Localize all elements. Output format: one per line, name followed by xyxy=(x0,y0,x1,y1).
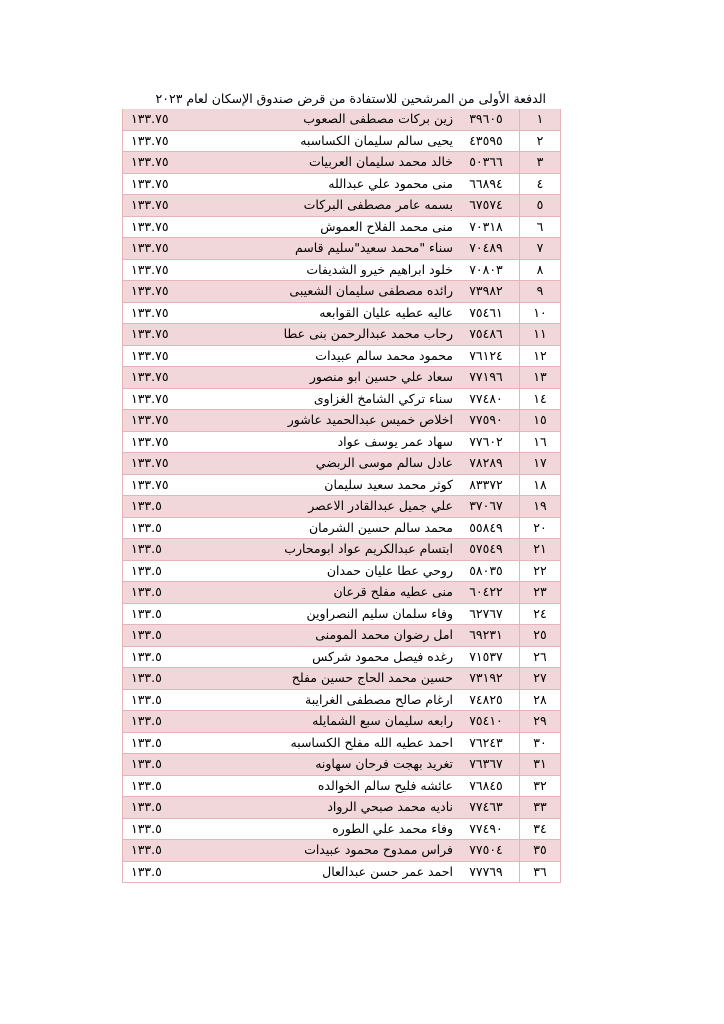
applicant-name-cell: رغده فيصل محمود شركس xyxy=(255,646,457,668)
applicant-name-cell: ناديه محمد صبحي الرواد xyxy=(255,797,457,819)
application-id-cell: ٧٦٨٤٥ xyxy=(457,775,520,797)
row-number-cell: ٢١ xyxy=(520,539,561,561)
application-id-cell: ٧٧٦٠٢ xyxy=(457,431,520,453)
application-id-cell: ٧٥٤٨٦ xyxy=(457,324,520,346)
row-number-cell: ٢٠ xyxy=(520,517,561,539)
application-id-cell: ٧٧٤٨٠ xyxy=(457,388,520,410)
applicant-name-cell: علي جميل عبدالقادر الاعصر xyxy=(255,496,457,518)
application-id-cell: ٧٤٨٢٥ xyxy=(457,689,520,711)
row-number-cell: ٢٣ xyxy=(520,582,561,604)
row-number-cell: ٩ xyxy=(520,281,561,303)
row-number-cell: ٣٤ xyxy=(520,818,561,840)
amount-cell: ١٣٣.٧٥ xyxy=(123,431,256,453)
amount-cell: ١٣٣.٧٥ xyxy=(123,281,256,303)
applicant-name-cell: كوثر محمد سعيد سليمان xyxy=(255,474,457,496)
applicant-name-cell: محمود محمد سالم عبيدات xyxy=(255,345,457,367)
row-number-cell: ١٦ xyxy=(520,431,561,453)
table-row xyxy=(123,238,561,260)
row-number-cell: ٣٢ xyxy=(520,775,561,797)
amount-cell: ١٣٣.٧٥ xyxy=(123,152,256,174)
row-number-cell: ١٩ xyxy=(520,496,561,518)
applicant-name-cell: عائشه فليح سالم الخوالده xyxy=(255,775,457,797)
row-number-cell: ٢ xyxy=(520,130,561,152)
applicant-name-cell: حسين محمد الحاج حسين مفلح xyxy=(255,668,457,690)
amount-cell: ١٣٣.٧٥ xyxy=(123,410,256,432)
application-id-cell: ٧٧٥٠٤ xyxy=(457,840,520,862)
applicant-name-cell: ابتسام عبدالكريم عواد ابومحارب xyxy=(255,539,457,561)
candidates-table-body xyxy=(123,109,561,883)
row-number-cell: ٢٩ xyxy=(520,711,561,733)
application-id-cell: ٧٥٤٦١ xyxy=(457,302,520,324)
row-number-cell: ٣٦ xyxy=(520,861,561,883)
table-row xyxy=(123,646,561,668)
row-number-cell: ٢٤ xyxy=(520,603,561,625)
applicant-name-cell: خلود ابراهيم خيرو الشديفات xyxy=(255,259,457,281)
application-id-cell: ٥٠٣٦٦ xyxy=(457,152,520,174)
application-id-cell: ٦٧٥٧٤ xyxy=(457,195,520,217)
application-id-cell: ٧٠٨٠٣ xyxy=(457,259,520,281)
application-id-cell: ٧٠٤٨٩ xyxy=(457,238,520,260)
table-row xyxy=(123,345,561,367)
amount-cell: ١٣٣.٥ xyxy=(123,711,256,733)
application-id-cell: ٧٥٤١٠ xyxy=(457,711,520,733)
table-row xyxy=(123,797,561,819)
row-number-cell: ٣ xyxy=(520,152,561,174)
row-number-cell: ١ xyxy=(520,109,561,130)
amount-cell: ١٣٣.٥ xyxy=(123,689,256,711)
applicant-name-cell: اخلاص خميس عبدالحميد عاشور xyxy=(255,410,457,432)
application-id-cell: ٧٦١٢٤ xyxy=(457,345,520,367)
table-row xyxy=(123,431,561,453)
table-row xyxy=(123,582,561,604)
row-number-cell: ١٢ xyxy=(520,345,561,367)
row-number-cell: ٣١ xyxy=(520,754,561,776)
table-row xyxy=(123,410,561,432)
table-row xyxy=(123,732,561,754)
table-row xyxy=(123,861,561,883)
table-row xyxy=(123,818,561,840)
amount-cell: ١٣٣.٥ xyxy=(123,754,256,776)
row-number-cell: ٣٣ xyxy=(520,797,561,819)
applicant-name-cell: رابعه سليمان سبع الشمايله xyxy=(255,711,457,733)
application-id-cell: ٧٧٧٦٩ xyxy=(457,861,520,883)
application-id-cell: ٦٠٤٢٢ xyxy=(457,582,520,604)
amount-cell: ١٣٣.٥ xyxy=(123,560,256,582)
amount-cell: ١٣٣.٧٥ xyxy=(123,259,256,281)
row-number-cell: ١١ xyxy=(520,324,561,346)
applicant-name-cell: يحيى سالم سليمان الكساسبه xyxy=(255,130,457,152)
applicant-name-cell: بسمه عامر مصطفى البركات xyxy=(255,195,457,217)
applicant-name-cell: محمد سالم حسين الشرمان xyxy=(255,517,457,539)
application-id-cell: ٧٣١٩٢ xyxy=(457,668,520,690)
amount-cell: ١٣٣.٥ xyxy=(123,775,256,797)
applicant-name-cell: سهاد عمر يوسف عواد xyxy=(255,431,457,453)
row-number-cell: ٢٥ xyxy=(520,625,561,647)
row-number-cell: ٢٧ xyxy=(520,668,561,690)
amount-cell: ١٣٣.٥ xyxy=(123,840,256,862)
amount-cell: ١٣٣.٥ xyxy=(123,818,256,840)
application-id-cell: ٧٨٢٨٩ xyxy=(457,453,520,475)
table-row xyxy=(123,840,561,862)
amount-cell: ١٣٣.٧٥ xyxy=(123,367,256,389)
table-row xyxy=(123,302,561,324)
row-number-cell: ٤ xyxy=(520,173,561,195)
amount-cell: ١٣٣.٧٥ xyxy=(123,388,256,410)
amount-cell: ١٣٣.٧٥ xyxy=(123,324,256,346)
applicant-name-cell: عاليه عطيه عليان القوابعه xyxy=(255,302,457,324)
applicant-name-cell: رحاب محمد عبدالرحمن بنى عطا xyxy=(255,324,457,346)
applicant-name-cell: زين بركات مصطفى الصعوب xyxy=(255,109,457,130)
application-id-cell: ٦٦٨٩٤ xyxy=(457,173,520,195)
row-number-cell: ١٣ xyxy=(520,367,561,389)
amount-cell: ١٣٣.٥ xyxy=(123,582,256,604)
applicant-name-cell: منى محمود علي عبدالله xyxy=(255,173,457,195)
amount-cell: ١٣٣.٧٥ xyxy=(123,109,256,130)
application-id-cell: ٧٠٣١٨ xyxy=(457,216,520,238)
applicant-name-cell: منى محمد الفلاح العموش xyxy=(255,216,457,238)
applicant-name-cell: سناء "محمد سعيد"سليم قاسم xyxy=(255,238,457,260)
row-number-cell: ١٥ xyxy=(520,410,561,432)
table-row xyxy=(123,496,561,518)
amount-cell: ١٣٣.٧٥ xyxy=(123,130,256,152)
table-row xyxy=(123,603,561,625)
application-id-cell: ٦٩٢٣١ xyxy=(457,625,520,647)
table-row xyxy=(123,539,561,561)
table-row xyxy=(123,130,561,152)
application-id-cell: ٦٢٧٦٧ xyxy=(457,603,520,625)
applicant-name-cell: سناء تركي الشامخ الغزاوى xyxy=(255,388,457,410)
table-row xyxy=(123,689,561,711)
table-row xyxy=(123,109,561,130)
applicant-name-cell: وفاء سلمان سليم النصراوين xyxy=(255,603,457,625)
table-row xyxy=(123,367,561,389)
row-number-cell: ١٧ xyxy=(520,453,561,475)
table-row xyxy=(123,324,561,346)
row-number-cell: ٢٦ xyxy=(520,646,561,668)
amount-cell: ١٣٣.٧٥ xyxy=(123,238,256,260)
applicant-name-cell: عادل سالم موسى الربضي xyxy=(255,453,457,475)
row-number-cell: ١٨ xyxy=(520,474,561,496)
applicant-name-cell: روحي عطا عليان حمدان xyxy=(255,560,457,582)
table-row xyxy=(123,668,561,690)
table-row xyxy=(123,216,561,238)
row-number-cell: ٢٨ xyxy=(520,689,561,711)
amount-cell: ١٣٣.٧٥ xyxy=(123,345,256,367)
amount-cell: ١٣٣.٥ xyxy=(123,625,256,647)
applicant-name-cell: امل رضوان محمد المومنى xyxy=(255,625,457,647)
applicant-name-cell: احمد عطيه الله مفلح الكساسبه xyxy=(255,732,457,754)
row-number-cell: ٥ xyxy=(520,195,561,217)
amount-cell: ١٣٣.٥ xyxy=(123,668,256,690)
row-number-cell: ٨ xyxy=(520,259,561,281)
table-row xyxy=(123,453,561,475)
row-number-cell: ٧ xyxy=(520,238,561,260)
applicant-name-cell: احمد عمر حسن عبدالعال xyxy=(255,861,457,883)
table-row xyxy=(123,711,561,733)
table-row xyxy=(123,517,561,539)
table-row xyxy=(123,754,561,776)
row-number-cell: ٢٢ xyxy=(520,560,561,582)
amount-cell: ١٣٣.٥ xyxy=(123,646,256,668)
table-row xyxy=(123,560,561,582)
application-id-cell: ٧٧٤٩٠ xyxy=(457,818,520,840)
applicant-name-cell: وفاء محمد علي الطوره xyxy=(255,818,457,840)
application-id-cell: ٣٧٠٦٧ xyxy=(457,496,520,518)
amount-cell: ١٣٣.٥ xyxy=(123,861,256,883)
amount-cell: ١٣٣.٥ xyxy=(123,732,256,754)
amount-cell: ١٣٣.٥ xyxy=(123,539,256,561)
amount-cell: ١٣٣.٧٥ xyxy=(123,302,256,324)
applicant-name-cell: خالد محمد سليمان العربيات xyxy=(255,152,457,174)
candidates-table xyxy=(122,109,561,883)
applicant-name-cell: تغريد بهجت فرحان سهاونه xyxy=(255,754,457,776)
amount-cell: ١٣٣.٧٥ xyxy=(123,195,256,217)
applicant-name-cell: سعاد علي حسين ابو منصور xyxy=(255,367,457,389)
application-id-cell: ٤٣٥٩٥ xyxy=(457,130,520,152)
row-number-cell: ١٠ xyxy=(520,302,561,324)
row-number-cell: ١٤ xyxy=(520,388,561,410)
application-id-cell: ٥٨٠٣٥ xyxy=(457,560,520,582)
amount-cell: ١٣٣.٥ xyxy=(123,797,256,819)
table-row xyxy=(123,474,561,496)
amount-cell: ١٣٣.٧٥ xyxy=(123,453,256,475)
applicant-name-cell: ارغام صالح مصطفى الغرايبة xyxy=(255,689,457,711)
table-row xyxy=(123,775,561,797)
application-id-cell: ٧١٥٣٧ xyxy=(457,646,520,668)
amount-cell: ١٣٣.٧٥ xyxy=(123,474,256,496)
application-id-cell: ٥٧٥٤٩ xyxy=(457,539,520,561)
table-row xyxy=(123,195,561,217)
table-row xyxy=(123,388,561,410)
document-title: الدفعة الأولى من المرشحين للاستفادة من قرض صندوق الإسكان لعام ٢٠٢٣ xyxy=(155,91,546,106)
applicant-name-cell: منى عطيه مفلح قرعان xyxy=(255,582,457,604)
amount-cell: ١٣٣.٧٥ xyxy=(123,216,256,238)
applicant-name-cell: فراس ممدوح محمود عبيدات xyxy=(255,840,457,862)
application-id-cell: ٧٦٢٤٣ xyxy=(457,732,520,754)
row-number-cell: ٣٥ xyxy=(520,840,561,862)
table-row xyxy=(123,152,561,174)
application-id-cell: ٣٩٦٠٥ xyxy=(457,109,520,130)
amount-cell: ١٣٣.٥ xyxy=(123,603,256,625)
table-row xyxy=(123,625,561,647)
application-id-cell: ٧٧٥٩٠ xyxy=(457,410,520,432)
application-id-cell: ٧٣٩٨٢ xyxy=(457,281,520,303)
amount-cell: ١٣٣.٥ xyxy=(123,496,256,518)
application-id-cell: ٧٧٤٦٣ xyxy=(457,797,520,819)
table-row xyxy=(123,259,561,281)
table-row xyxy=(123,281,561,303)
row-number-cell: ٦ xyxy=(520,216,561,238)
amount-cell: ١٣٣.٥ xyxy=(123,517,256,539)
row-number-cell: ٣٠ xyxy=(520,732,561,754)
application-id-cell: ٧٧١٩٦ xyxy=(457,367,520,389)
application-id-cell: ٨٣٣٧٢ xyxy=(457,474,520,496)
application-id-cell: ٧٦٣٦٧ xyxy=(457,754,520,776)
application-id-cell: ٥٥٨٤٩ xyxy=(457,517,520,539)
amount-cell: ١٣٣.٧٥ xyxy=(123,173,256,195)
applicant-name-cell: رائده مصطفى سليمان الشعيبى xyxy=(255,281,457,303)
table-row xyxy=(123,173,561,195)
